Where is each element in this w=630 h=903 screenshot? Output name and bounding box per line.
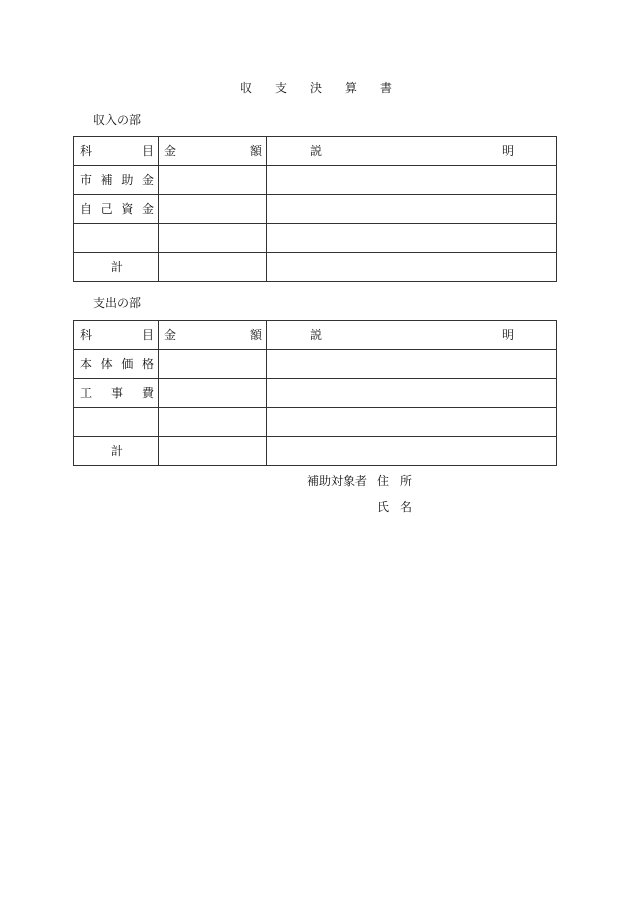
table-row	[74, 224, 557, 253]
expenditure-section-label: 支出の部	[93, 296, 142, 310]
label-glyph: 補	[100, 173, 113, 187]
header-amount-label	[164, 145, 262, 157]
label-glyph: 本	[80, 357, 93, 371]
label-glyph: 金	[164, 328, 177, 342]
label-glyph: 目	[141, 144, 154, 158]
item-cell	[74, 195, 159, 223]
total-description-cell	[267, 253, 557, 281]
applicant-label: 補助対象者	[307, 474, 368, 488]
label-glyph: 説	[310, 144, 323, 158]
header-amount-cell	[159, 321, 267, 349]
label-glyph: 科	[80, 144, 93, 158]
description-cell	[267, 408, 557, 436]
table-header-row	[74, 137, 557, 166]
header-item-label	[80, 329, 154, 341]
item-cell	[74, 379, 159, 407]
header-item-cell	[74, 321, 159, 349]
label-glyph: 収	[240, 81, 253, 95]
table-row	[74, 350, 557, 379]
description-cell	[267, 195, 557, 223]
header-description-label	[310, 145, 514, 157]
total-label: 計	[74, 437, 159, 465]
label-glyph: 事	[110, 386, 123, 400]
label-glyph: 決	[309, 81, 322, 95]
label-glyph: 算	[344, 81, 357, 95]
label-glyph: 金	[141, 173, 154, 187]
label-glyph: 説	[310, 328, 323, 342]
item-cell	[74, 166, 159, 194]
header-item-label	[80, 145, 154, 157]
item-cell	[74, 224, 159, 252]
amount-cell	[159, 350, 267, 378]
label-glyph: 額	[249, 328, 262, 342]
description-cell	[267, 166, 557, 194]
table-header-row	[74, 321, 557, 350]
address-label	[377, 475, 412, 487]
description-cell	[267, 350, 557, 378]
label-glyph: 市	[80, 173, 93, 187]
expenditure-table	[73, 320, 557, 466]
label-glyph: 金	[141, 202, 154, 216]
label-glyph: 目	[141, 328, 154, 342]
table-row	[74, 379, 557, 408]
label-glyph: 費	[141, 386, 154, 400]
total-label: 計	[74, 253, 159, 281]
item-label	[80, 358, 154, 370]
amount-cell	[159, 408, 267, 436]
item-label	[80, 203, 154, 215]
label-glyph: 資	[121, 202, 134, 216]
item-cell	[74, 408, 159, 436]
label-glyph: 明	[501, 328, 514, 342]
table-row	[74, 408, 557, 437]
label-glyph: 住	[377, 474, 390, 488]
header-item-cell	[74, 137, 159, 165]
label-glyph: 己	[100, 202, 113, 216]
header-amount-cell	[159, 137, 267, 165]
table-row	[74, 195, 557, 224]
header-description-label	[310, 329, 514, 341]
income-table	[73, 136, 557, 282]
item-label	[80, 174, 154, 186]
description-cell	[267, 224, 557, 252]
document-title	[240, 82, 392, 94]
label-glyph: 自	[80, 202, 93, 216]
label-glyph: 金	[164, 144, 177, 158]
amount-cell	[159, 224, 267, 252]
label-glyph: 価	[121, 357, 134, 371]
amount-cell	[159, 195, 267, 223]
label-glyph: 助	[121, 173, 134, 187]
label-glyph: 額	[249, 144, 262, 158]
label-glyph: 氏	[377, 500, 390, 514]
total-row	[74, 437, 557, 466]
header-amount-label	[164, 329, 262, 341]
header-description-cell	[267, 321, 557, 349]
total-amount-cell	[159, 437, 267, 465]
total-amount-cell	[159, 253, 267, 281]
label-glyph: 体	[100, 357, 113, 371]
label-glyph: 支	[274, 81, 287, 95]
label-glyph: 格	[141, 357, 154, 371]
total-description-cell	[267, 437, 557, 465]
description-cell	[267, 379, 557, 407]
item-cell	[74, 350, 159, 378]
amount-cell	[159, 379, 267, 407]
item-label	[80, 387, 154, 399]
label-glyph: 所	[399, 474, 412, 488]
name-label	[377, 501, 412, 513]
label-glyph: 明	[501, 144, 514, 158]
amount-cell	[159, 166, 267, 194]
income-section-label: 収入の部	[93, 113, 142, 127]
label-glyph: 書	[379, 81, 392, 95]
table-row	[74, 166, 557, 195]
label-glyph: 科	[80, 328, 93, 342]
header-description-cell	[267, 137, 557, 165]
label-glyph: 工	[80, 386, 93, 400]
total-row	[74, 253, 557, 282]
label-glyph: 名	[399, 500, 412, 514]
